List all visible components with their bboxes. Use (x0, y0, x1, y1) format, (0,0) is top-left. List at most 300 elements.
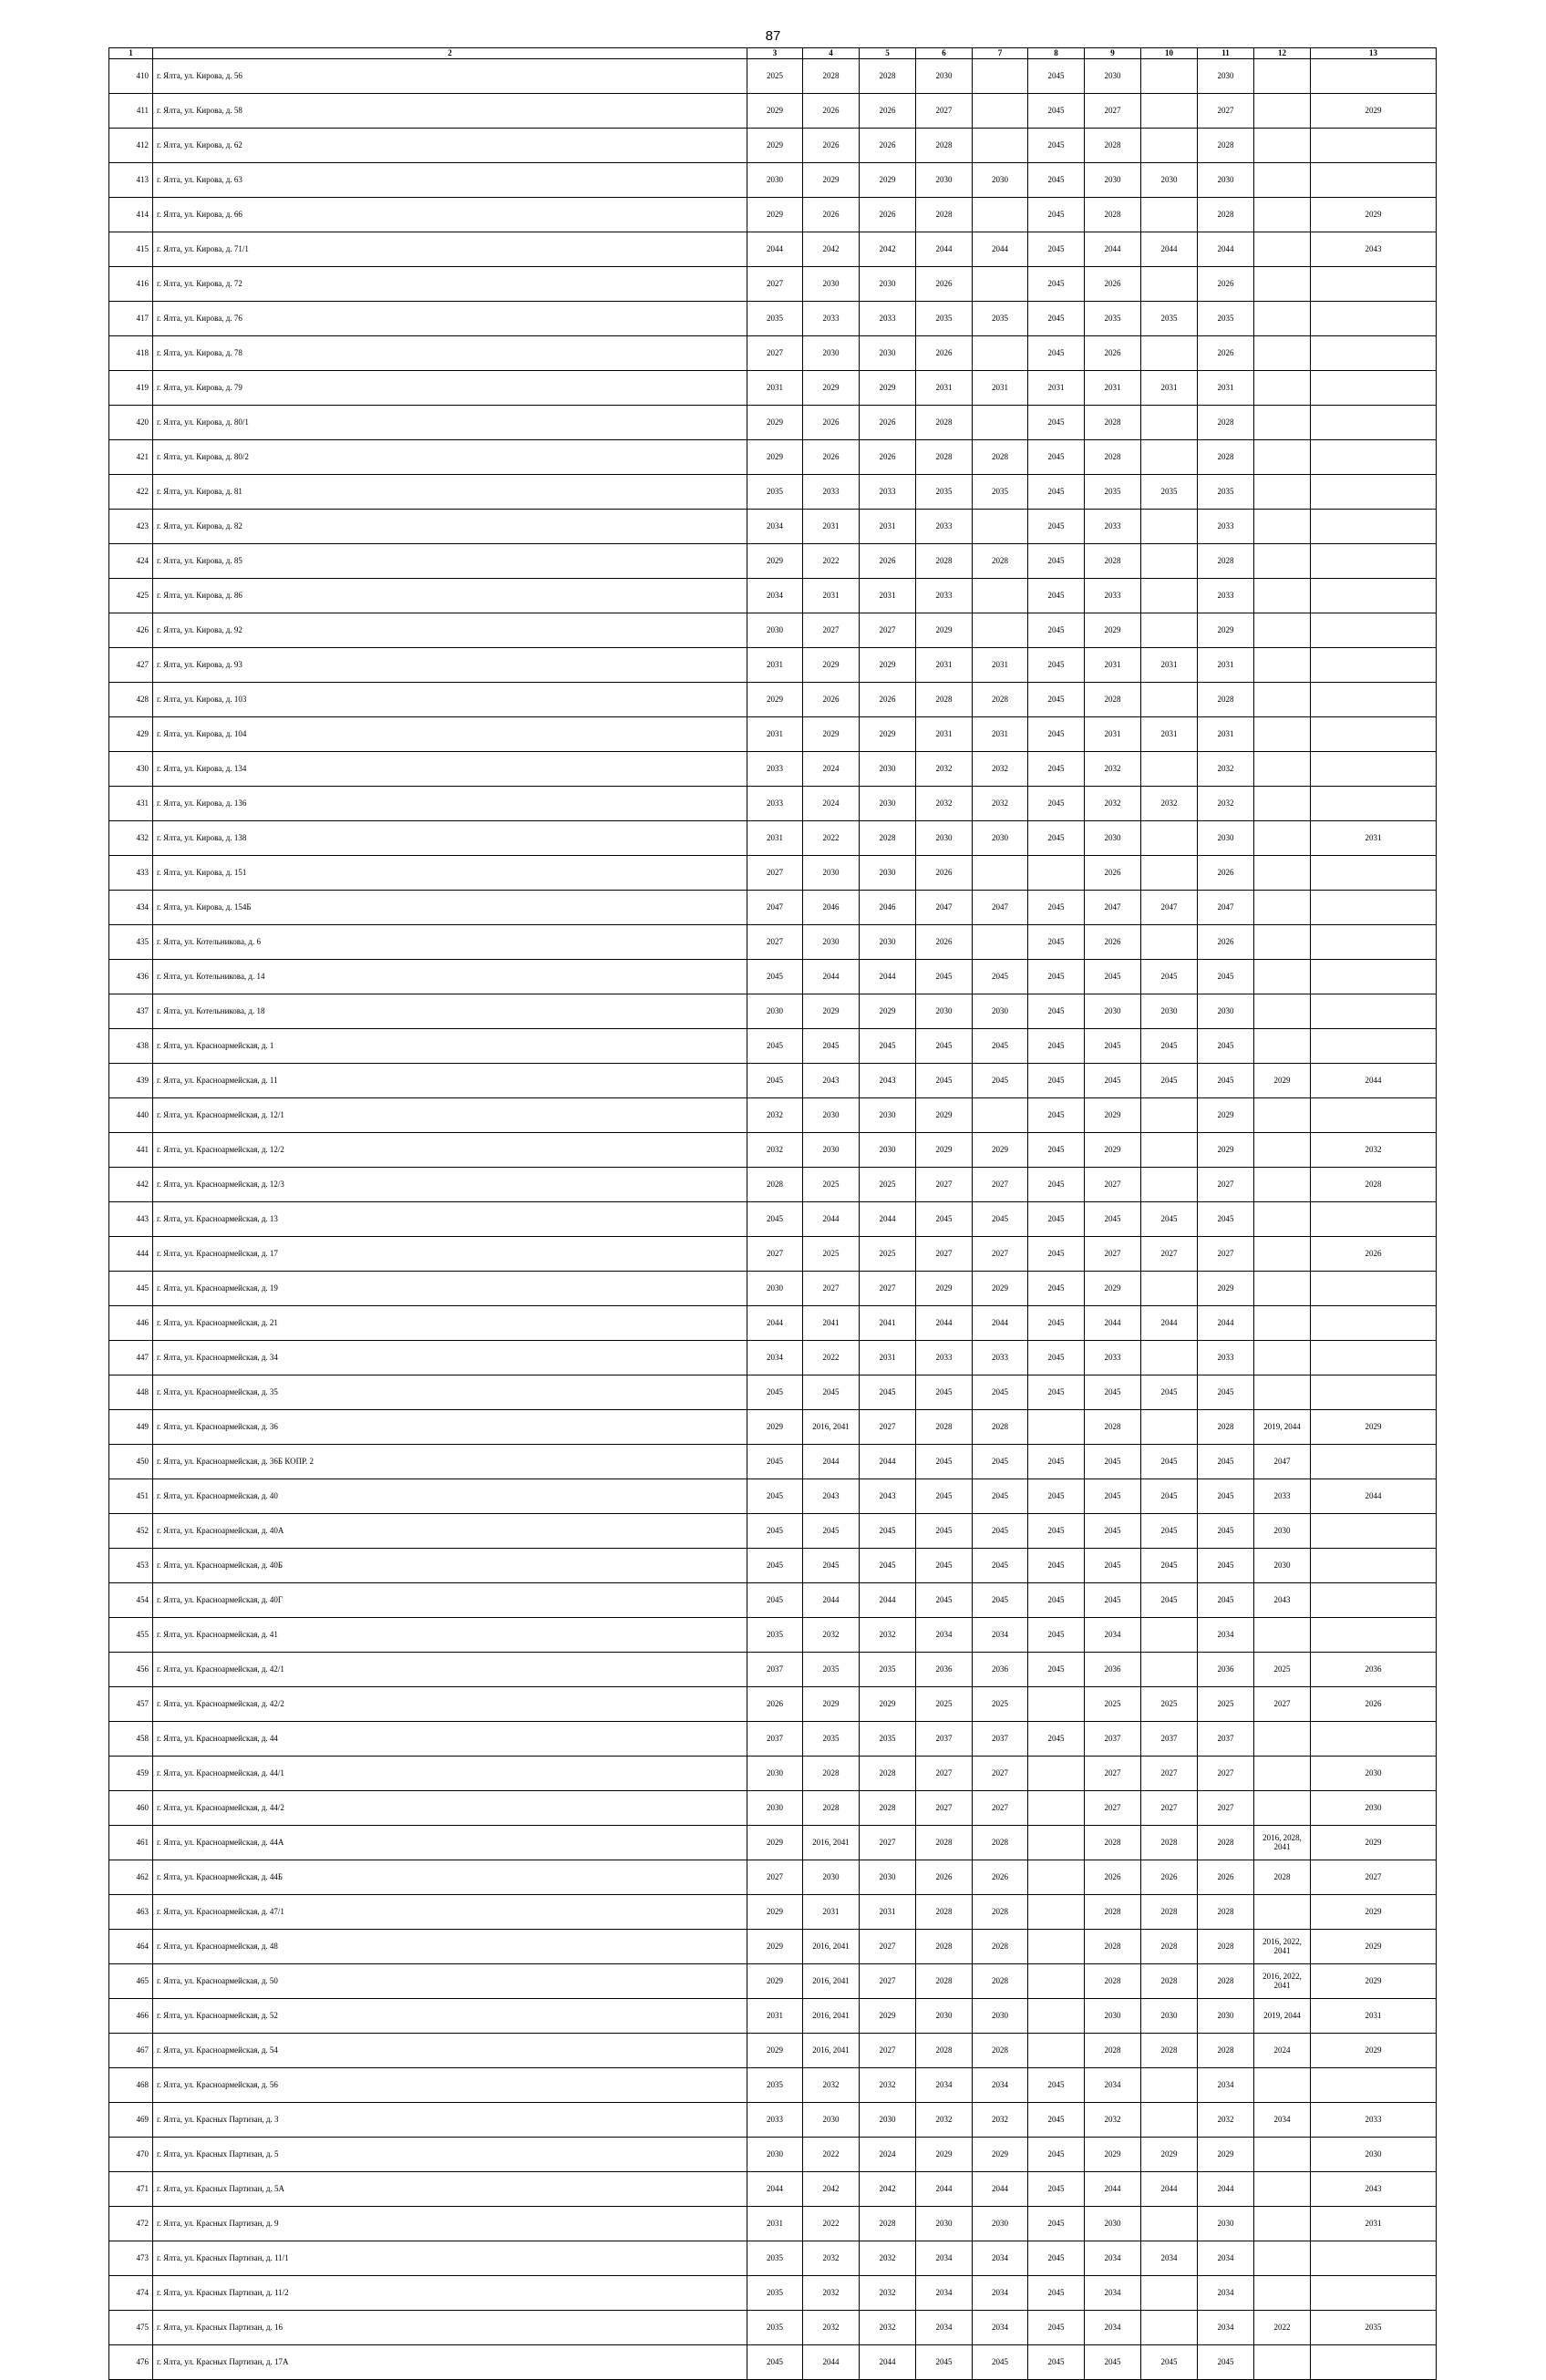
year-cell: 2030 (803, 1098, 860, 1133)
year-cell: 2031 (803, 579, 860, 613)
year-cell: 2045 (1028, 2172, 1085, 2207)
year-cell: 2026 (916, 267, 973, 302)
year-cell: 2045 (1198, 1479, 1254, 1514)
year-cell: 2045 (1028, 2276, 1085, 2311)
year-cell: 2033 (1254, 1479, 1311, 1514)
year-cell: 2030 (1198, 821, 1254, 856)
table-row (109, 232, 1437, 267)
table-row (109, 1514, 1437, 1549)
year-cell (973, 1098, 1028, 1133)
address-cell: г. Ялта, ул. Красноармейская, д. 40 (153, 1479, 747, 1514)
year-cell: 2032 (803, 2276, 860, 2311)
year-cell: 2028 (973, 683, 1028, 717)
address-cell: г. Ялта, ул. Кирова, д. 92 (153, 613, 747, 648)
year-cell: 2047 (916, 891, 973, 925)
year-cell: 2045 (1028, 994, 1085, 1029)
row-number-cell: 416 (109, 267, 153, 302)
row-number-cell: 425 (109, 579, 153, 613)
year-cell: 2029 (1198, 1133, 1254, 1168)
row-number-cell: 410 (109, 59, 153, 94)
year-cell: 2042 (860, 2172, 916, 2207)
table-row (109, 267, 1437, 302)
year-cell: 2027 (1198, 1757, 1254, 1791)
year-cell: 2045 (1028, 232, 1085, 267)
year-cell: 2029 (803, 648, 860, 683)
year-cell (1311, 2345, 1437, 2380)
address-cell: г. Ялта, ул. Красных Партизан, д. 3 (153, 2103, 747, 2138)
table-row (109, 440, 1437, 475)
year-cell: 2041 (860, 1306, 916, 1341)
year-cell (1141, 579, 1198, 613)
year-cell: 2036 (973, 1653, 1028, 1687)
year-cell: 2031 (747, 2207, 803, 2241)
row-number-cell: 434 (109, 891, 153, 925)
year-cell: 2045 (1198, 960, 1254, 994)
year-cell: 2045 (1141, 1375, 1198, 1410)
table-row (109, 1272, 1437, 1306)
year-cell (1254, 1202, 1311, 1237)
year-cell: 2022 (803, 2138, 860, 2172)
year-cell: 2028 (1198, 1895, 1254, 1930)
year-cell: 2027 (860, 1410, 916, 1445)
year-cell: 2026 (803, 440, 860, 475)
year-cell: 2045 (973, 1064, 1028, 1098)
year-cell: 2027 (1141, 1757, 1198, 1791)
year-cell: 2029 (1198, 2138, 1254, 2172)
table-row (109, 1757, 1437, 1791)
year-cell: 2029 (747, 406, 803, 440)
address-cell: г. Ялта, ул. Красноармейская, д. 42/2 (153, 1687, 747, 1722)
year-cell: 2029 (803, 1687, 860, 1722)
year-cell: 2030 (803, 1133, 860, 1168)
year-cell: 2016, 2041 (803, 2034, 860, 2068)
address-cell: г. Ялта, ул. Красноармейская, д. 56 (153, 2068, 747, 2103)
year-cell: 2032 (916, 787, 973, 821)
year-cell (1311, 683, 1437, 717)
year-cell: 2031 (916, 648, 973, 683)
address-cell: г. Ялта, ул. Кирова, д. 56 (153, 59, 747, 94)
year-cell: 2045 (1028, 1168, 1085, 1202)
year-cell (1254, 1168, 1311, 1202)
year-cell: 2026 (860, 683, 916, 717)
year-cell: 2028 (860, 821, 916, 856)
year-cell: 2029 (803, 994, 860, 1029)
year-cell (1254, 891, 1311, 925)
year-cell: 2029 (1085, 1098, 1141, 1133)
year-cell: 2031 (860, 579, 916, 613)
year-cell: 2028 (860, 2207, 916, 2241)
year-cell: 2045 (1085, 1029, 1141, 1064)
year-cell: 2029 (1198, 1272, 1254, 1306)
table-row (109, 198, 1437, 232)
year-cell: 2045 (747, 2345, 803, 2380)
row-number-cell: 420 (109, 406, 153, 440)
year-cell: 2044 (1085, 232, 1141, 267)
year-cell: 2027 (1198, 94, 1254, 129)
year-cell: 2026 (747, 1687, 803, 1722)
column-header: 2 (153, 48, 747, 59)
row-number-cell: 418 (109, 336, 153, 371)
year-cell: 2029 (747, 1964, 803, 1999)
year-cell (1254, 440, 1311, 475)
year-cell (1254, 925, 1311, 960)
year-cell: 2030 (747, 163, 803, 198)
year-cell: 2045 (1028, 717, 1085, 752)
year-cell (1254, 94, 1311, 129)
year-cell: 2016, 2022, 2041 (1254, 1964, 1311, 1999)
row-number-cell: 435 (109, 925, 153, 960)
year-cell: 2045 (1028, 336, 1085, 371)
year-cell: 2033 (916, 1341, 973, 1375)
year-cell: 2033 (916, 579, 973, 613)
year-cell: 2045 (1141, 2345, 1198, 2380)
year-cell (1141, 2068, 1198, 2103)
year-cell: 2032 (973, 752, 1028, 787)
year-cell: 2030 (747, 1757, 803, 1791)
year-cell: 2035 (803, 1722, 860, 1757)
year-cell: 2026 (1085, 1860, 1141, 1895)
table-row (109, 1964, 1437, 1999)
column-header: 9 (1085, 48, 1141, 59)
year-cell: 2034 (916, 1618, 973, 1653)
year-cell (1311, 925, 1437, 960)
year-cell: 2045 (1141, 1445, 1198, 1479)
year-cell: 2044 (1311, 1064, 1437, 1098)
year-cell: 2025 (1254, 1653, 1311, 1687)
year-cell: 2044 (860, 1202, 916, 1237)
year-cell: 2030 (916, 821, 973, 856)
year-cell: 2030 (747, 1791, 803, 1826)
address-cell: г. Ялта, ул. Котельникова, д. 18 (153, 994, 747, 1029)
year-cell: 2031 (973, 648, 1028, 683)
year-cell: 2028 (1311, 1168, 1437, 1202)
table-row (109, 891, 1437, 925)
year-cell: 2029 (747, 94, 803, 129)
year-cell (1254, 2207, 1311, 2241)
year-cell: 2029 (1311, 94, 1437, 129)
table-row (109, 2138, 1437, 2172)
table-row (109, 1029, 1437, 1064)
address-cell: г. Ялта, ул. Красноармейская, д. 47/1 (153, 1895, 747, 1930)
year-cell (1028, 1410, 1085, 1445)
row-number-cell: 459 (109, 1757, 153, 1791)
row-number-cell: 411 (109, 94, 153, 129)
year-cell: 2034 (973, 1618, 1028, 1653)
row-number-cell: 417 (109, 302, 153, 336)
year-cell: 2044 (803, 960, 860, 994)
year-cell: 2026 (1198, 1860, 1254, 1895)
year-cell (1311, 1549, 1437, 1583)
year-cell (1254, 2172, 1311, 2207)
row-number-cell: 440 (109, 1098, 153, 1133)
year-cell: 2030 (1141, 163, 1198, 198)
address-cell: г. Ялта, ул. Кирова, д. 76 (153, 302, 747, 336)
year-cell (1254, 336, 1311, 371)
address-cell: г. Ялта, ул. Красноармейская, д. 40Б (153, 1549, 747, 1583)
year-cell: 2028 (916, 1410, 973, 1445)
year-cell: 2045 (1028, 267, 1085, 302)
year-cell: 2029 (860, 371, 916, 406)
row-number-cell: 454 (109, 1583, 153, 1618)
table-row (109, 336, 1437, 371)
year-cell: 2028 (1198, 1826, 1254, 1860)
year-cell (1141, 683, 1198, 717)
year-cell (1141, 856, 1198, 891)
year-cell (1254, 1895, 1311, 1930)
table-row (109, 1445, 1437, 1479)
row-number-cell: 453 (109, 1549, 153, 1583)
year-cell: 2036 (916, 1653, 973, 1687)
year-cell: 2028 (1141, 1826, 1198, 1860)
year-cell: 2045 (747, 1445, 803, 1479)
year-cell: 2045 (747, 1479, 803, 1514)
address-cell: г. Ялта, ул. Кирова, д. 138 (153, 821, 747, 856)
table-row (109, 475, 1437, 510)
year-cell (1254, 371, 1311, 406)
year-cell: 2027 (860, 613, 916, 648)
year-cell: 2034 (1198, 2241, 1254, 2276)
year-cell (1028, 1757, 1085, 1791)
year-cell: 2030 (1085, 994, 1141, 1029)
year-cell: 2029 (747, 1826, 803, 1860)
address-cell: г. Ялта, ул. Красноармейская, д. 12/1 (153, 1098, 747, 1133)
table-row (109, 371, 1437, 406)
table-row (109, 1306, 1437, 1341)
year-cell: 2033 (1198, 510, 1254, 544)
year-cell: 2045 (747, 1514, 803, 1549)
address-cell: г. Ялта, ул. Красноармейская, д. 44 (153, 1722, 747, 1757)
year-cell: 2045 (1028, 1202, 1085, 1237)
year-cell: 2029 (747, 129, 803, 163)
year-cell (1028, 1860, 1085, 1895)
year-cell: 2032 (916, 2103, 973, 2138)
address-cell: г. Ялта, ул. Красноармейская, д. 12/2 (153, 1133, 747, 1168)
year-cell: 2047 (1254, 1445, 1311, 1479)
year-cell: 2022 (803, 544, 860, 579)
year-cell: 2028 (1198, 406, 1254, 440)
year-cell: 2030 (1085, 821, 1141, 856)
year-cell: 2029 (747, 1895, 803, 1930)
year-cell: 2034 (973, 2068, 1028, 2103)
row-number-cell: 447 (109, 1341, 153, 1375)
year-cell: 2028 (916, 2034, 973, 2068)
year-cell: 2034 (1085, 2241, 1141, 2276)
year-cell: 2044 (1198, 232, 1254, 267)
table-row (109, 2034, 1437, 2068)
column-header: 10 (1141, 48, 1198, 59)
year-cell: 2045 (1028, 1549, 1085, 1583)
year-cell: 2027 (860, 1826, 916, 1860)
year-cell (1254, 752, 1311, 787)
year-cell: 2044 (1085, 2172, 1141, 2207)
row-number-cell: 472 (109, 2207, 153, 2241)
year-cell: 2033 (1085, 1341, 1141, 1375)
year-cell: 2044 (973, 1306, 1028, 1341)
year-cell (1028, 1964, 1085, 1999)
year-cell: 2045 (1198, 2345, 1254, 2380)
year-cell: 2030 (916, 163, 973, 198)
year-cell (1254, 2068, 1311, 2103)
row-number-cell: 432 (109, 821, 153, 856)
year-cell (973, 856, 1028, 891)
year-cell: 2045 (860, 1549, 916, 1583)
year-cell: 2028 (1141, 2034, 1198, 2068)
year-cell: 2031 (1141, 648, 1198, 683)
year-cell (1311, 1202, 1437, 1237)
year-cell: 2045 (1198, 1202, 1254, 1237)
year-cell: 2027 (860, 1272, 916, 1306)
year-cell: 2029 (747, 1410, 803, 1445)
table-row (109, 1930, 1437, 1964)
year-cell: 2045 (1085, 2345, 1141, 2380)
year-cell: 2025 (916, 1687, 973, 1722)
year-cell: 2045 (1085, 960, 1141, 994)
year-cell: 2035 (1085, 475, 1141, 510)
year-cell: 2026 (1198, 336, 1254, 371)
row-number-cell: 461 (109, 1826, 153, 1860)
year-cell: 2026 (1085, 267, 1141, 302)
year-cell: 2045 (747, 1029, 803, 1064)
year-cell: 2028 (1198, 1964, 1254, 1999)
year-cell: 2030 (1311, 2138, 1437, 2172)
year-cell: 2045 (1028, 1653, 1085, 1687)
year-cell: 2028 (1085, 1410, 1141, 1445)
year-cell: 2029 (1085, 1272, 1141, 1306)
row-number-cell: 429 (109, 717, 153, 752)
year-cell: 2047 (1141, 891, 1198, 925)
year-cell (1254, 960, 1311, 994)
year-cell: 2030 (860, 752, 916, 787)
year-cell: 2033 (860, 475, 916, 510)
year-cell: 2030 (1085, 163, 1141, 198)
year-cell: 2030 (973, 994, 1028, 1029)
year-cell: 2016, 2028, 2041 (1254, 1826, 1311, 1860)
year-cell: 2027 (1198, 1168, 1254, 1202)
year-cell: 2030 (747, 2138, 803, 2172)
year-cell: 2027 (860, 1964, 916, 1999)
year-cell: 2028 (1141, 1964, 1198, 1999)
year-cell: 2034 (916, 2311, 973, 2345)
year-cell: 2033 (803, 302, 860, 336)
year-cell: 2033 (1085, 579, 1141, 613)
year-cell: 2043 (860, 1064, 916, 1098)
year-cell: 2033 (1085, 510, 1141, 544)
table-row (109, 1133, 1437, 1168)
year-cell: 2026 (803, 94, 860, 129)
table-row (109, 2103, 1437, 2138)
year-cell: 2025 (973, 1687, 1028, 1722)
year-cell (1311, 2276, 1437, 2311)
row-number-cell: 464 (109, 1930, 153, 1964)
row-number-cell: 442 (109, 1168, 153, 1202)
year-cell (1311, 2068, 1437, 2103)
year-cell: 2045 (1028, 1306, 1085, 1341)
year-cell: 2030 (916, 59, 973, 94)
year-cell: 2045 (916, 2345, 973, 2380)
year-cell: 2045 (1028, 1098, 1085, 1133)
year-cell: 2045 (1198, 1549, 1254, 1583)
year-cell: 2034 (973, 2276, 1028, 2311)
year-cell: 2045 (1028, 1375, 1085, 1410)
year-cell: 2034 (1085, 2276, 1141, 2311)
table-row (109, 1583, 1437, 1618)
row-number-cell: 462 (109, 1860, 153, 1895)
year-cell (1254, 1306, 1311, 1341)
year-cell: 2028 (916, 198, 973, 232)
year-cell: 2030 (1141, 1999, 1198, 2034)
year-cell: 2031 (747, 717, 803, 752)
year-cell: 2026 (973, 1860, 1028, 1895)
row-number-cell: 431 (109, 787, 153, 821)
year-cell (1311, 1445, 1437, 1479)
year-cell: 2045 (916, 1375, 973, 1410)
year-cell: 2045 (860, 1375, 916, 1410)
row-number-cell: 449 (109, 1410, 153, 1445)
address-cell: г. Ялта, ул. Кирова, д. 85 (153, 544, 747, 579)
address-cell: г. Ялта, ул. Красных Партизан, д. 5А (153, 2172, 747, 2207)
year-cell: 2030 (860, 2103, 916, 2138)
table-row (109, 1202, 1437, 1237)
year-cell: 2022 (803, 821, 860, 856)
year-cell (1311, 648, 1437, 683)
year-cell (1311, 1583, 1437, 1618)
year-cell: 2045 (1085, 1445, 1141, 1479)
row-number-cell: 448 (109, 1375, 153, 1410)
table-row (109, 579, 1437, 613)
address-cell: г. Ялта, ул. Красноармейская, д. 21 (153, 1306, 747, 1341)
year-cell: 2029 (916, 1133, 973, 1168)
year-cell: 2028 (916, 406, 973, 440)
year-cell: 2045 (973, 1583, 1028, 1618)
year-cell: 2045 (860, 1514, 916, 1549)
address-cell: г. Ялта, ул. Кирова, д. 81 (153, 475, 747, 510)
year-cell (1141, 198, 1198, 232)
address-cell: г. Ялта, ул. Красных Партизан, д. 11/1 (153, 2241, 747, 2276)
year-cell: 2035 (747, 2241, 803, 2276)
year-cell: 2026 (1141, 1860, 1198, 1895)
table-row (109, 2345, 1437, 2380)
year-cell: 2047 (1198, 891, 1254, 925)
year-cell: 2035 (1085, 302, 1141, 336)
year-cell: 2026 (803, 129, 860, 163)
year-cell: 2045 (916, 1445, 973, 1479)
table-row (109, 1722, 1437, 1757)
address-cell: г. Ялта, ул. Красных Партизан, д. 17А (153, 2345, 747, 2380)
row-number-cell: 467 (109, 2034, 153, 2068)
table-row (109, 613, 1437, 648)
year-cell: 2022 (803, 1341, 860, 1375)
year-cell: 2030 (916, 2207, 973, 2241)
year-cell: 2027 (1085, 1757, 1141, 1791)
year-cell (1141, 544, 1198, 579)
year-cell: 2042 (860, 232, 916, 267)
year-cell: 2029 (1141, 2138, 1198, 2172)
year-cell: 2027 (973, 1757, 1028, 1791)
year-cell: 2026 (803, 683, 860, 717)
year-cell: 2027 (973, 1237, 1028, 1272)
year-cell: 2045 (747, 1583, 803, 1618)
year-cell: 2022 (803, 2207, 860, 2241)
year-cell: 2027 (1198, 1791, 1254, 1826)
year-cell: 2045 (1028, 1133, 1085, 1168)
table-row (109, 302, 1437, 336)
row-number-cell: 413 (109, 163, 153, 198)
year-cell: 2028 (1198, 544, 1254, 579)
year-cell: 2029 (1311, 2034, 1437, 2068)
year-cell: 2028 (973, 1964, 1028, 1999)
address-cell: г. Ялта, ул. Котельникова, д. 6 (153, 925, 747, 960)
address-cell: г. Ялта, ул. Красноармейская, д. 41 (153, 1618, 747, 1653)
